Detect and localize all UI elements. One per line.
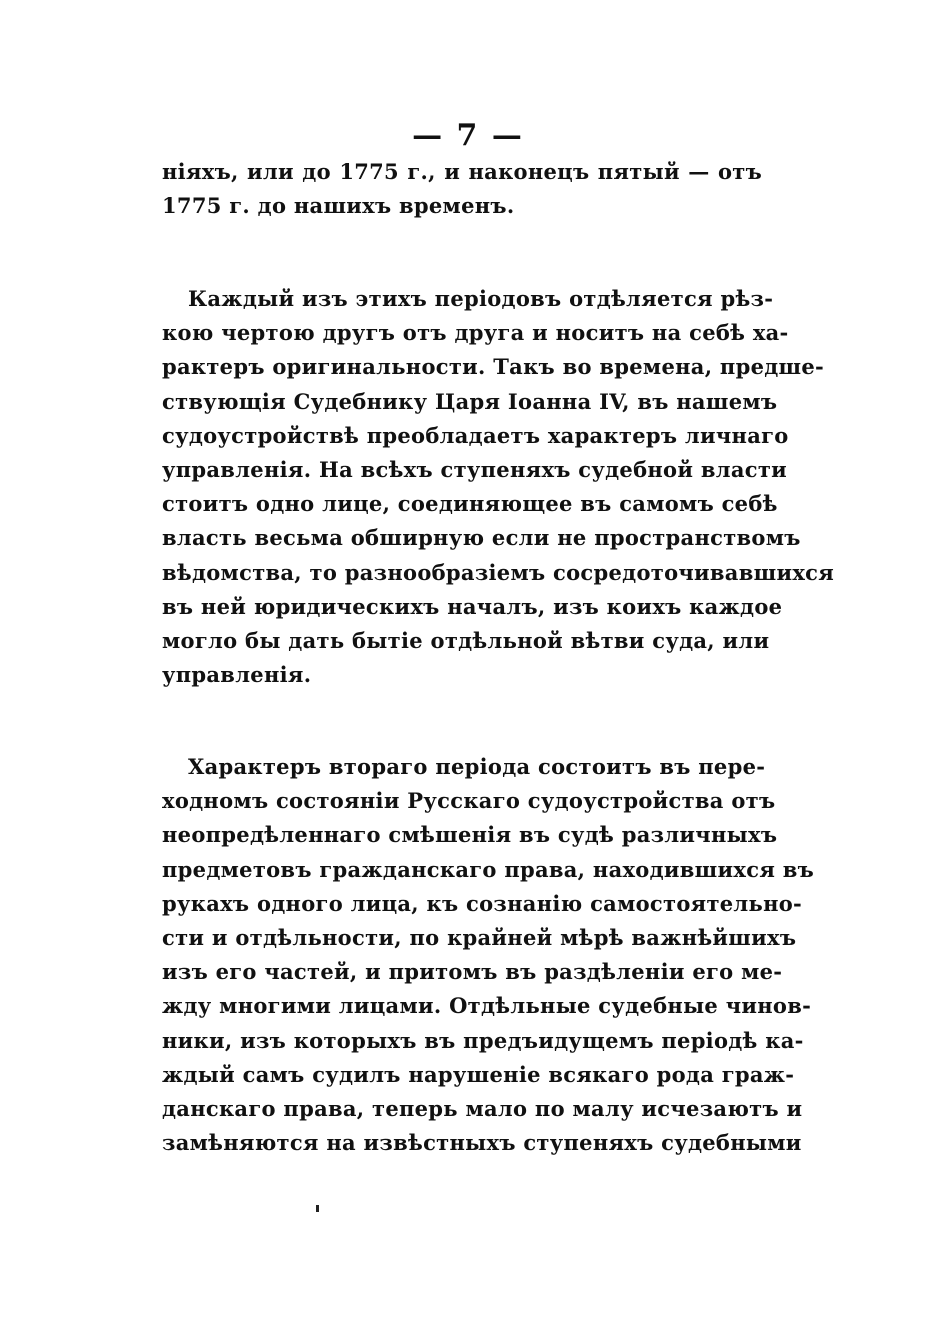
text-line: въ ней юридическихъ началъ, изъ коихъ каждое xyxy=(162,593,783,619)
text-line: Характеръ втораго періода состоитъ въ пере- xyxy=(188,754,766,779)
text-line: замѣняются на извѣстныхъ ступеняхъ судебными xyxy=(162,1130,802,1156)
text-line: ходномъ состояніи Русскаго судоустройства отъ xyxy=(162,788,776,814)
text-line: управленія. xyxy=(162,662,312,688)
text-line: кою чертою другъ отъ друга и носитъ на себѣ ха- xyxy=(162,320,789,346)
text-line: стоитъ одно лице, соединяющее въ самомъ себѣ xyxy=(162,491,778,517)
text-line: данскаго права, теперь мало по малу исчезаютъ и xyxy=(162,1095,803,1121)
text-line: предметовъ гражданскаго права, находившихся въ xyxy=(162,856,815,882)
text-line: рактеръ оригинальности. Такъ во времена, предше- xyxy=(162,354,825,380)
text-line: рукахъ одного лица, къ сознанію самостоятельно- xyxy=(162,890,803,916)
printing-mark xyxy=(316,1205,319,1212)
text-line: управленія. На всѣхъ ступеняхъ судебной власти xyxy=(162,456,788,482)
text-line: Каждый изъ этихъ періодовъ отдѣляется рѣз- xyxy=(188,286,774,311)
text-line: ждый самъ судилъ нарушеніе всякаго рода граж- xyxy=(162,1061,795,1087)
text-line: могло бы дать бытіе отдѣльной вѣтви суда, или xyxy=(162,627,770,653)
text-line: ніяхъ, или до 1775 г., и наконецъ пятый — отъ xyxy=(162,159,762,184)
text-line: сти и отдѣльности, по крайней мѣрѣ важнѣйшихъ xyxy=(162,924,797,950)
page-number: — 7 — xyxy=(412,118,524,153)
paragraph-continuation xyxy=(162,155,762,223)
paragraph-second-period xyxy=(162,750,815,1160)
text-line: изъ его частей, и притомъ въ раздѣленіи его ме- xyxy=(162,959,783,985)
text-line: ники, изъ которыхъ въ предъидущемъ періодѣ ка- xyxy=(162,1027,804,1053)
text-line: жду многими лицами. Отдѣльные судебные чинов- xyxy=(162,993,812,1019)
text-line: 1775 г. до нашихъ временъ. xyxy=(162,193,515,218)
text-line: власть весьма обширную если не пространствомъ xyxy=(162,525,801,551)
paragraph-periods xyxy=(162,282,835,692)
text-line: вѣдомства, то разнообразіемъ сосредоточивавшихся xyxy=(162,559,835,585)
text-line: ствующія Судебнику Царя Іоанна IV, въ нашемъ xyxy=(162,388,778,414)
text-line: неопредѣленнаго смѣшенія въ судѣ различныхъ xyxy=(162,822,778,848)
text-line: судоустройствѣ преобладаетъ характеръ личнаго xyxy=(162,422,789,448)
